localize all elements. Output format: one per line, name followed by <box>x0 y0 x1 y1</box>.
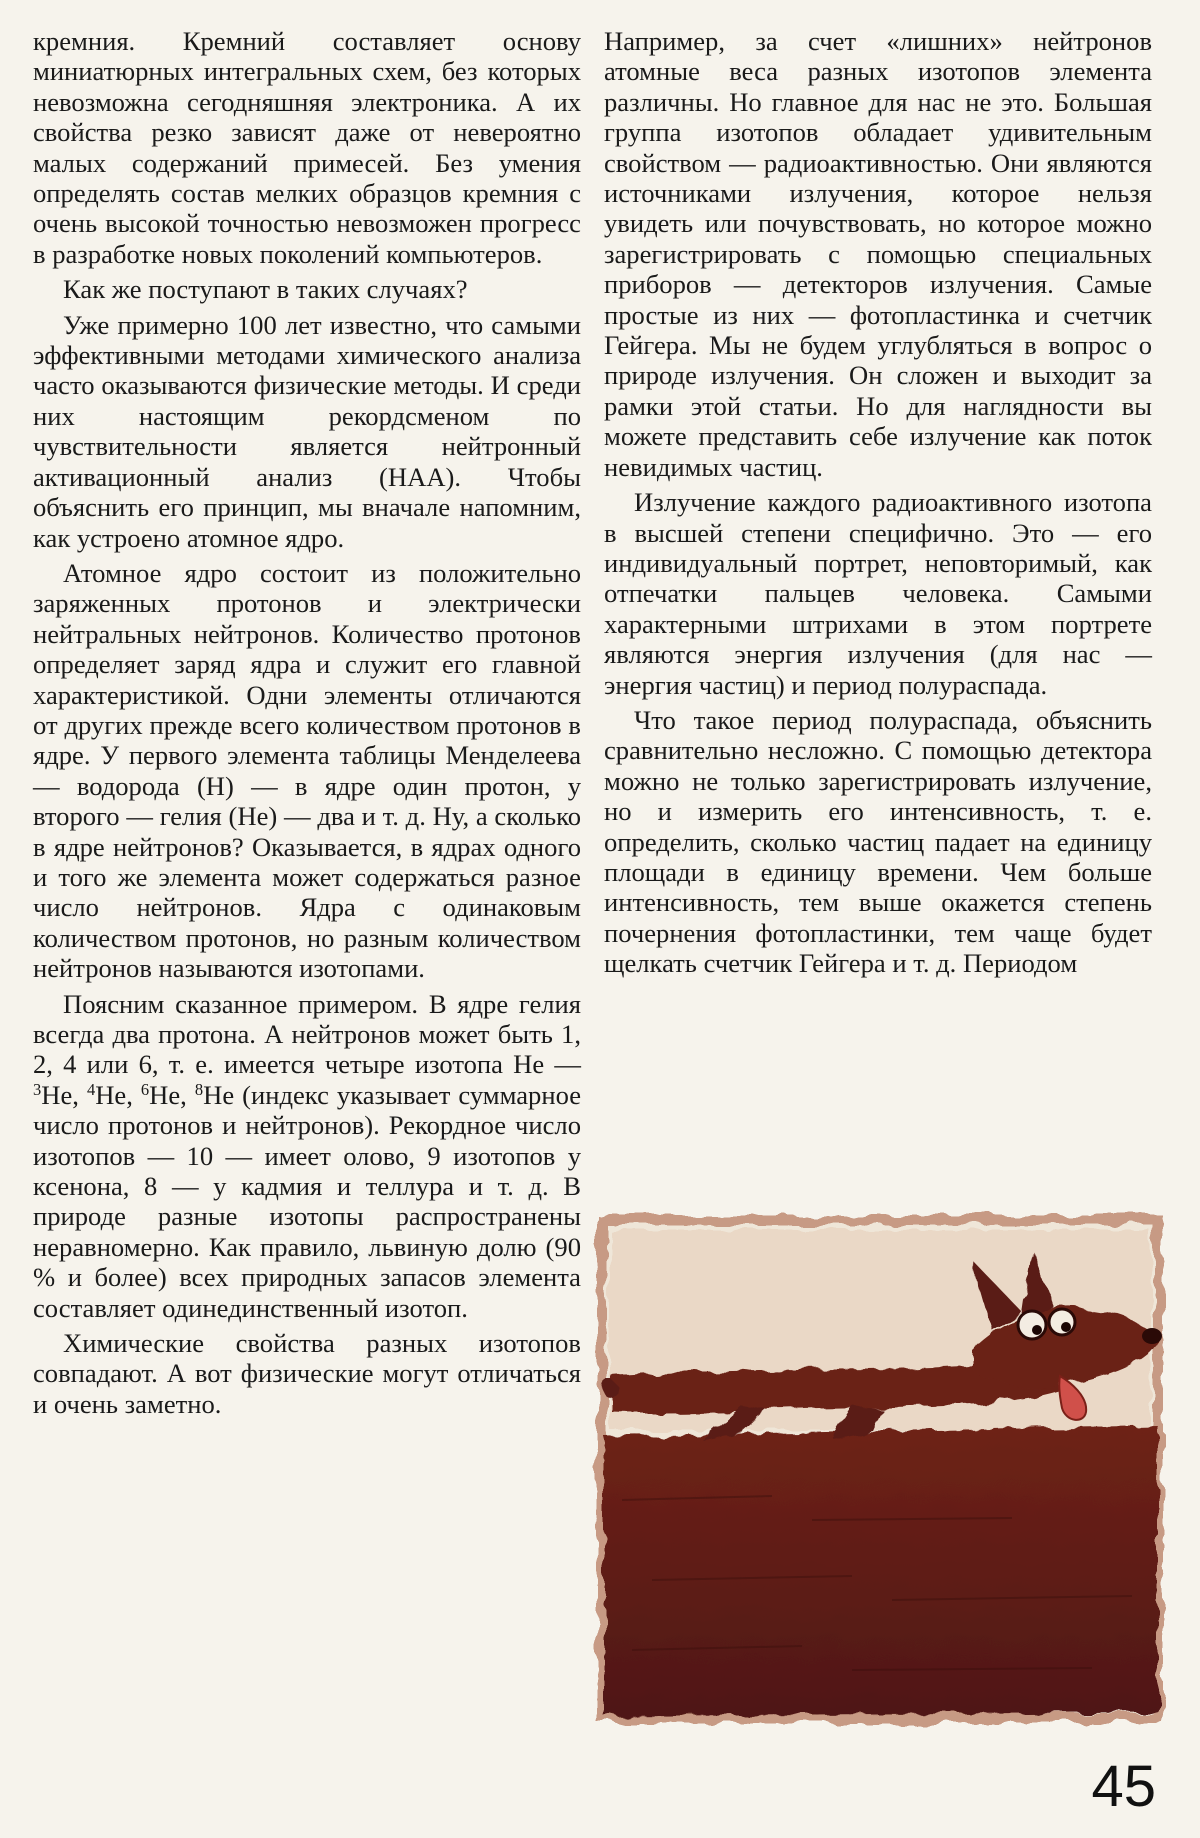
paragraph: Например, за счет «лишних» нейтронов атомные веса разных изотопов элемента различны. Но главное для нас не это. Большая группа изотопов обладает удивительным свойством — радиоактивностью. Они являются источниками излучения, которое нельзя увидеть или почувствовать, но которое можно зарегистрировать с помощью специальных приборов — детекторов излучения. Самые простые из них — фотопластинка и счетчик Гейгера. Мы не будем углубляться в вопрос о природе излучения. Он сложен и выходит за рамки этой статьи. Но для наглядности вы можете представить себе излучение как поток невидимых частиц. <box>604 26 1152 482</box>
paragraph: Излучение каждого радиоактивного изотопа в высшей степени специфично. Это — его индивидуальный портрет, неповторимый, как отпечатки пальцев человека. Самыми характерными штрихами в этом портрете являются энергия излучения (для нас — энергия частиц) и период полураспада. <box>604 487 1152 700</box>
paragraph: Что такое период полураспада, объяснить сравнительно несложно. С помощью детектора можно не только зарегистрировать излучение, но и измерить его интенсивность, т. е. определить, сколько частиц падает на единицу площади в единицу времени. Чем больше интенсивность, тем выше окажется степень почернения фотопластинки, тем чаще будет щелкать счетчик Гейгера и т. д. Периодом <box>604 704 1152 979</box>
text-run: Не, <box>41 1079 87 1110</box>
paragraph: Уже примерно 100 лет известно, что самыми эффективными методами химического анализа часто оказываются физические методы. И среди них настоящим рекордсменом по чувствительности является нейтронный активационный анализ (НАА). Чтобы объяснить его принцип, мы вначале напомним, как устроено атомное ядро. <box>33 309 581 553</box>
text-run: Поясним сказанное примером. В ядре гелия всегда два протона. А нейтронов может быть 1, 2, 4 или 6, т. е. имеется четыре изотопа Не — <box>33 988 581 1080</box>
paragraph: Атомное ядро состоит из положительно заряженных протонов и электрически нейтральных нейтронов. Количество протонов определяет заряд ядра и служит его главной характеристикой. Одни элементы отличаются от других прежде всего количеством протонов в ядре. У первого элемента таблицы Менделеева — водорода (Н) — в ядре один протон, у второго — гелия (Не) — два и т. д. Ну, а сколько в ядре нейтронов? Оказывается, в ядрах одного и того же элемента может содержаться разное число нейтронов. Ядра с одинаковым количеством протонов, но разным количеством нейтронов называются изотопами. <box>33 557 581 984</box>
right-column <box>604 26 1152 979</box>
wolf-eye <box>1049 1309 1075 1335</box>
wolf-nose <box>1142 1328 1162 1344</box>
superscript: 6 <box>140 1079 150 1099</box>
superscript: 4 <box>86 1079 96 1099</box>
superscript: 8 <box>194 1079 204 1099</box>
paragraph-isotopes <box>33 989 581 1323</box>
paragraph: кремния. Кремний составляет основу миниатюрных интегральных схем, без которых невозможна сегодняшняя электроника. А их свойства резко зависят даже от невероятно малых содержаний примесей. Без умения определять состав мелких образцов кремния с очень высокой точностью невозможен прогресс в разработке новых поколений компьютеров. <box>33 26 581 269</box>
paragraph: Химические свойства разных изотопов совпадают. А вот физические могут отличаться и очень заметно. <box>33 1328 581 1419</box>
text-run: Не (индекс указывает суммарное число протонов и нейтронов). Рекордное число изотопов — 10 — имеет олово, 9 изотопов у ксенона, 8 — у кадмия и теллура и т. д. В природе разные изотопы распространены неравномерно. Как правило, львиную долю (90 % и более) всех природных запасов элемента составляет одинединственный изотоп. <box>33 1079 582 1323</box>
wolf-eye <box>1018 1311 1046 1339</box>
wolf-illustration <box>592 1200 1166 1728</box>
page-number: 45 <box>1091 1754 1156 1819</box>
wolf-pupil <box>1032 1325 1042 1335</box>
wolf-drawing <box>592 1200 1166 1728</box>
wolf-pupil <box>1061 1322 1071 1332</box>
left-column <box>33 26 581 1419</box>
text-run: Не, <box>95 1079 141 1110</box>
superscript: 3 <box>33 1079 42 1099</box>
ground <box>604 1426 1158 1716</box>
text-run: Не, <box>149 1079 195 1110</box>
paragraph: Как же поступают в таких случаях? <box>63 274 468 305</box>
